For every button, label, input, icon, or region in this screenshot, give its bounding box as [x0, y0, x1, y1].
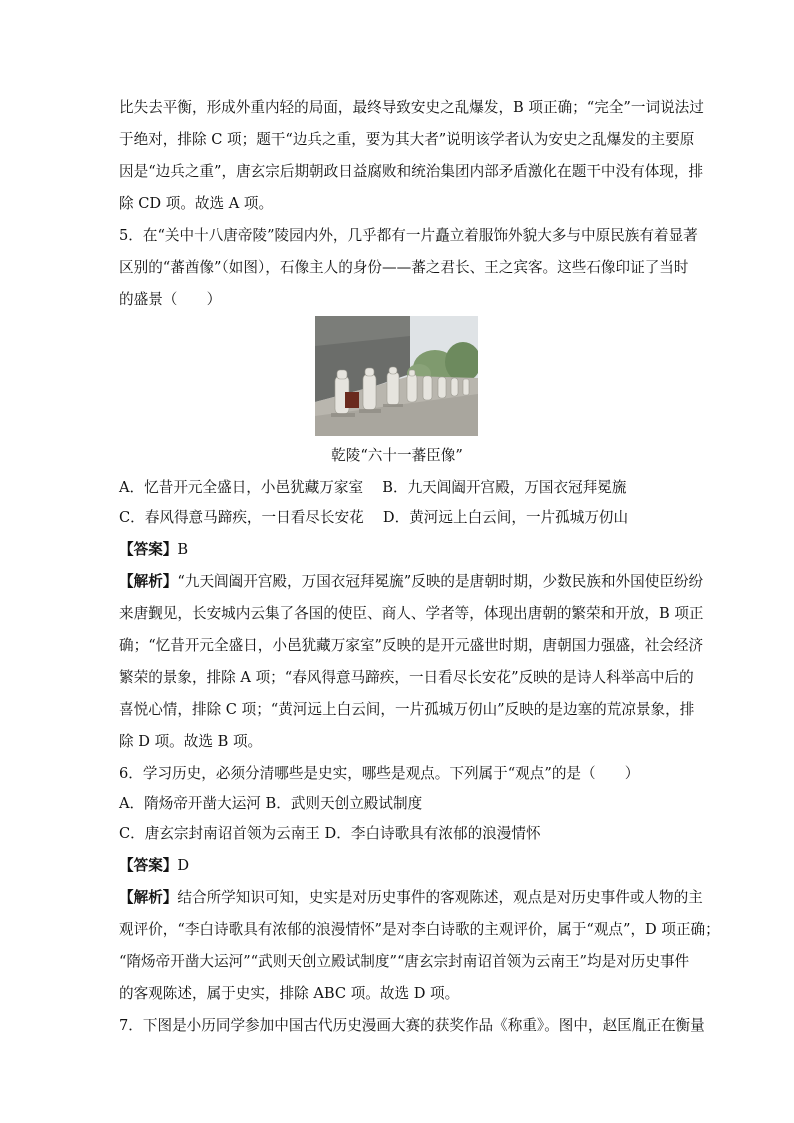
- q5-option-line: C．春风得意马蹄疾，一日看尽长安花 D．黄河远上白云间，一片孤城万仞山: [119, 509, 629, 526]
- analysis-label: 【解析】: [119, 889, 178, 906]
- photo-illustration: [315, 316, 478, 436]
- analysis-text: 结合所学知识可知，史实是对历史事件的客观陈述，观点是对历史事件或人物的主: [177, 889, 703, 906]
- q5-analysis-line: 来唐觐见，长安城内云集了各国的使臣、商人、学者等，体现出唐朝的繁荣和开放，B 项正: [119, 605, 704, 622]
- q6-answer: [119, 856, 679, 876]
- stone-statues-photo: [315, 316, 478, 436]
- text-line: 除 CD 项。故选 A 项。: [119, 195, 274, 212]
- text-line: 比失去平衡，形成外重内轻的局面，最终导致安史之乱爆发，B 项正确；“完全”一词说法过: [119, 99, 704, 116]
- question-6-stem: 6．学习历史，必须分清哪些是史实，哪些是观点。下列属于“观点”的是（ ）: [119, 765, 640, 782]
- text-line: 因是“边兵之重”，唐玄宗后期朝政日益腐败和统治集团内部矛盾激化在题干中没有体现，排: [119, 163, 704, 180]
- analysis-label: 【解析】: [119, 573, 178, 590]
- q6-analysis-line: [119, 888, 703, 908]
- answer-label: 【答案】: [119, 857, 178, 874]
- q6-analysis-line: 观评价，“李白诗歌具有浓郁的浪漫情怀”是对李白诗歌的主观评价，属于“观点”，D 项正确；: [119, 921, 720, 938]
- analysis-text: “九天阊阖开宫殿，万国衣冠拜冕旒”反映的是唐朝时期，少数民族和外国使臣纷纷: [177, 573, 704, 590]
- text-line: 的盛景（ ）: [119, 291, 222, 308]
- figure-caption: 乾陵“六十一蕃臣像”: [331, 447, 463, 464]
- answer-value: B: [177, 541, 189, 558]
- question-5-stem: 5．在“关中十八唐帝陵”陵园内外，几乎都有一片矗立着服饰外貌大多与中原民族有着显著: [119, 227, 698, 244]
- question-7-stem: 7．下图是小历同学参加中国古代历史漫画大赛的获奖作品《称重》。图中，赵匡胤正在衡量: [119, 1017, 705, 1034]
- q6-option-line: C．唐玄宗封南诏首领为云南王 D．李白诗歌具有浓郁的浪漫情怀: [119, 825, 541, 842]
- q5-analysis-line: 除 D 项。故选 B 项。: [119, 733, 263, 750]
- text-line: 于绝对，排除 C 项；题干“边兵之重，要为其大者”说明该学者认为安史之乱爆发的主要原: [119, 131, 695, 148]
- q6-analysis-line: 的客观陈述，属于史实，排除 ABC 项。故选 D 项。: [119, 985, 460, 1002]
- q5-answer: [119, 540, 679, 560]
- q6-analysis-line: “隋炀帝开凿大运河”“武则天创立殿试制度”“唐玄宗封南诏首领为云南王”均是对历史事件: [119, 953, 690, 970]
- q5-analysis-line: [119, 572, 704, 592]
- answer-label: 【答案】: [119, 541, 178, 558]
- text-line: 区别的“蕃酋像”（如图），石像主人的身份——蕃之君长、王之宾客。这些石像印证了当时: [119, 259, 689, 276]
- q5-analysis-line: 确；“忆昔开元全盛日，小邑犹藏万家室”反映的是开元盛世时期，唐朝国力强盛，社会经济: [119, 637, 704, 654]
- q6-option-line: A．隋炀帝开凿大运河 B．武则天创立殿试制度: [119, 795, 423, 812]
- q5-option-line: A．忆昔开元全盛日，小邑犹藏万家室 B．九天阊阖开宫殿，万国衣冠拜冕旒: [119, 479, 627, 496]
- answer-value: D: [177, 857, 190, 874]
- q5-analysis-line: 喜悦心情，排除 C 项；“黄河远上白云间，一片孤城万仞山”反映的是边塞的荒凉景象，排: [119, 701, 695, 718]
- q5-analysis-line: 繁荣的景象，排除 A 项；“春风得意马蹄疾，一日看尽长安花”反映的是诗人科举高中后的: [119, 669, 694, 686]
